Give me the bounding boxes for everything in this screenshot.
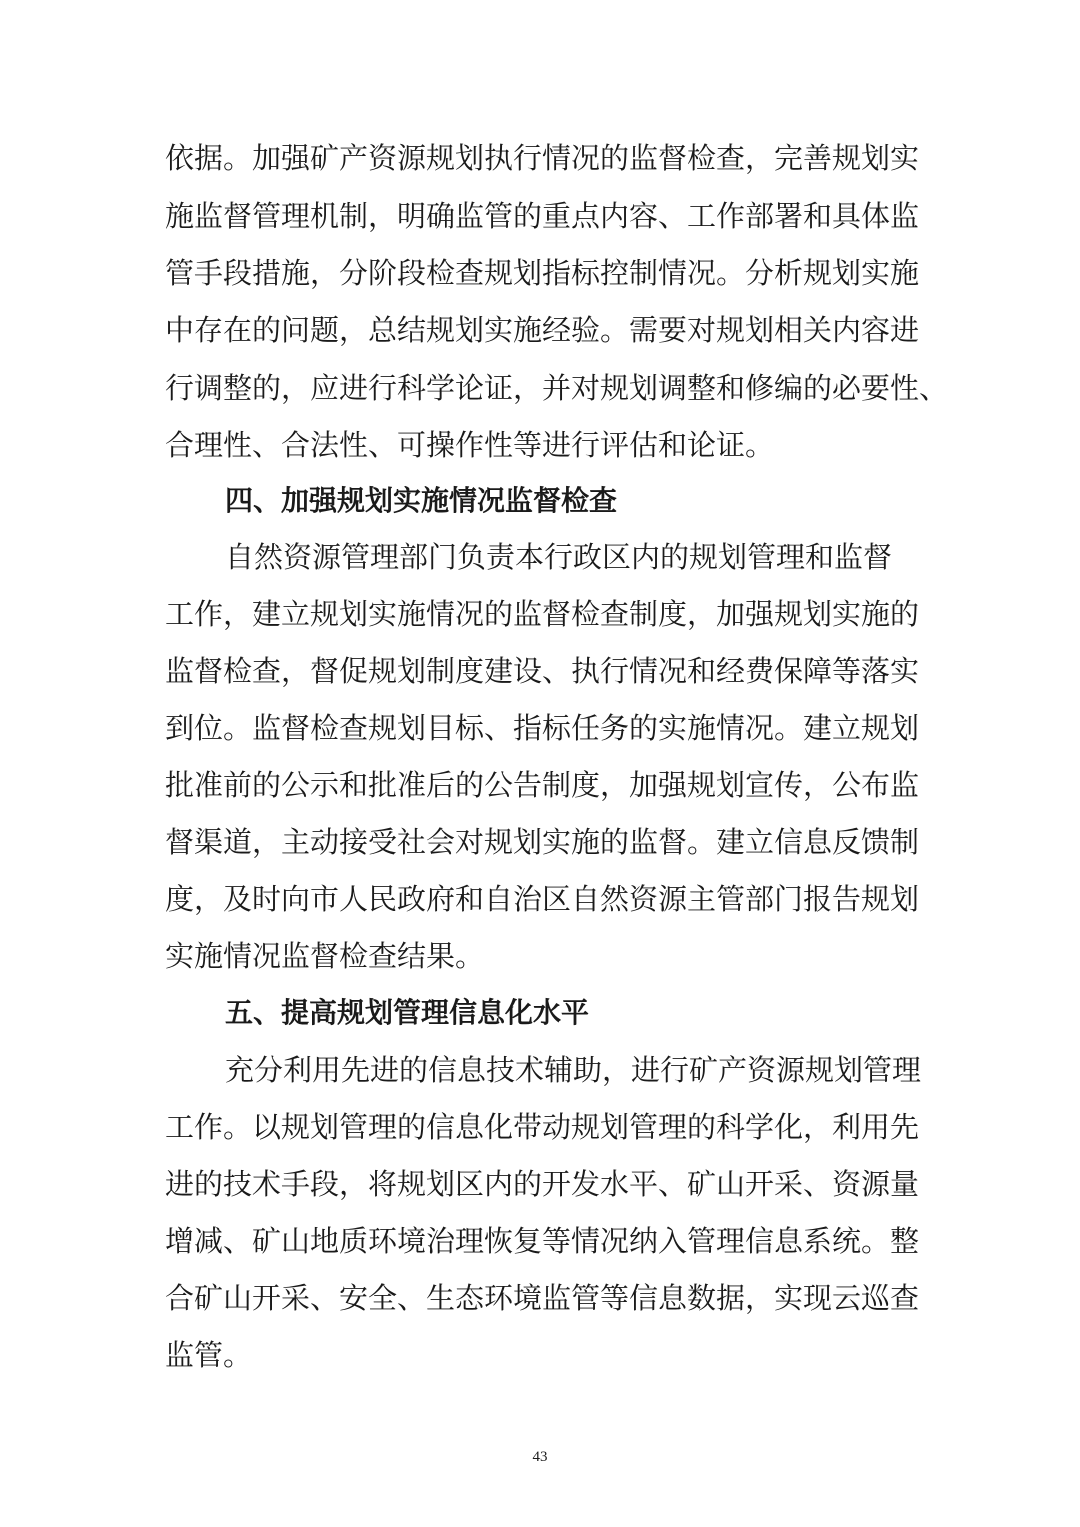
section-4-heading: 四、加强规划实施情况监督检查 — [225, 484, 618, 517]
section-4-line-5: 批准前的公示和批准后的公告制度，加强规划宣传，公布监 — [165, 768, 920, 802]
section-4-line-2: 工作，建立规划实施情况的监督检查制度，加强规划实施的 — [165, 597, 920, 631]
section-4-line-8: 实施情况监督检查结果。 — [165, 939, 485, 973]
section-5-heading: 五、提高规划管理信息化水平 — [225, 996, 590, 1029]
section-5-line-1: 充分利用先进的信息技术辅助，进行矿产资源规划管理 — [225, 1053, 922, 1087]
section-5-line-2: 工作。以规划管理的信息化带动规划管理的科学化，利用先 — [165, 1110, 920, 1144]
paragraph-1-line-6: 合理性、合法性、可操作性等进行评估和论证。 — [165, 428, 775, 462]
paragraph-1-line-1: 依据。加强矿产资源规划执行情况的监督检查，完善规划实 — [165, 141, 920, 175]
paragraph-1-line-3: 管手段措施，分阶段检查规划指标控制情况。分析规划实施 — [165, 256, 920, 290]
section-4-line-3: 监督检查，督促规划制度建设、执行情况和经费保障等落实 — [165, 654, 920, 688]
page-number: 43 — [532, 1449, 548, 1465]
section-5-line-3: 进的技术手段，将规划区内的开发水平、矿山开采、资源量 — [165, 1167, 920, 1201]
section-5-line-5: 合矿山开采、安全、生态环境监管等信息数据，实现云巡查 — [165, 1281, 920, 1315]
section-4-line-6: 督渠道，主动接受社会对规划实施的监督。建立信息反馈制 — [165, 825, 920, 859]
section-5-line-6: 监管。 — [165, 1338, 253, 1372]
paragraph-1-line-4: 中存在的问题，总结规划实施经验。需要对规划相关内容进 — [165, 313, 920, 347]
paragraph-1-line-5: 行调整的，应进行科学论证，并对规划调整和修编的必要性、 — [165, 371, 949, 405]
paragraph-1-line-2: 施监督管理机制，明确监管的重点内容、工作部署和具体监 — [165, 199, 920, 233]
section-5-line-4: 增减、矿山地质环境治理恢复等情况纳入管理信息系统。整 — [165, 1224, 920, 1258]
section-4-line-7: 度，及时向市人民政府和自治区自然资源主管部门报告规划 — [165, 882, 920, 916]
section-4-line-1: 自然资源管理部门负责本行政区内的规划管理和监督 — [225, 540, 893, 574]
section-4-line-4: 到位。监督检查规划目标、指标任务的实施情况。建立规划 — [165, 711, 920, 745]
